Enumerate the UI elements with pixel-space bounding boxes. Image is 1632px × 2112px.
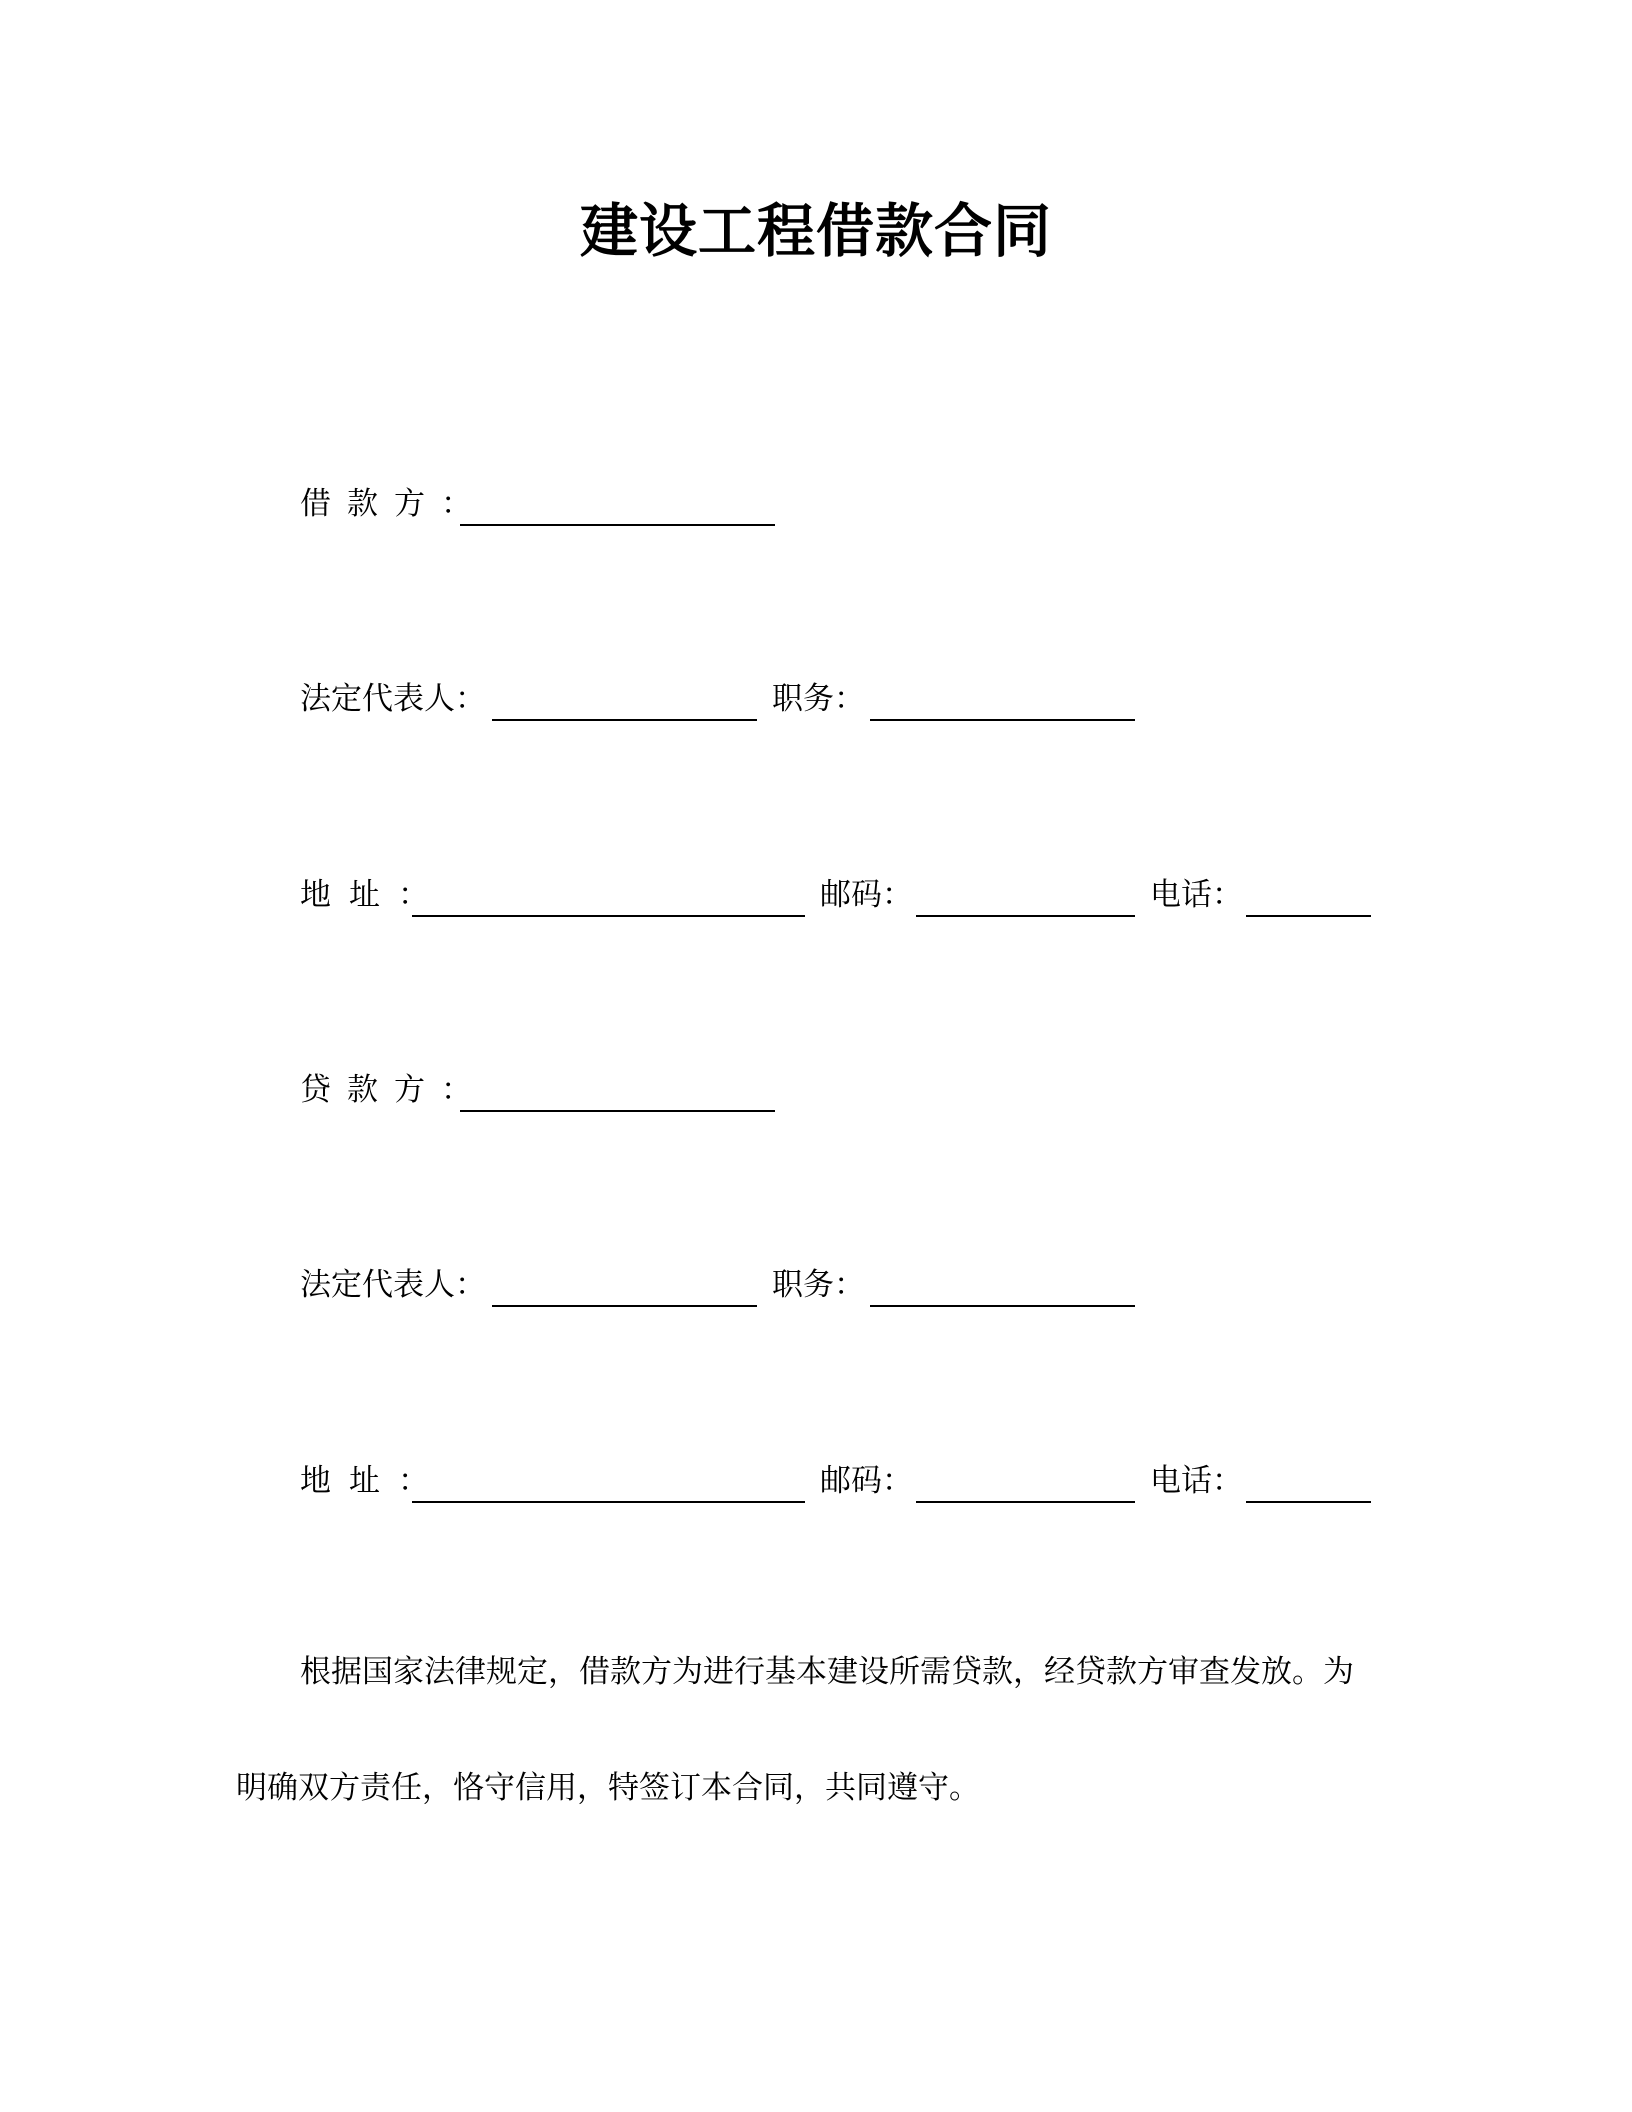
borrower-rep-row (0, 677, 1632, 737)
borrower-address-row (0, 873, 1632, 933)
lender-rep-row (0, 1263, 1632, 1323)
intro-paragraph-line-1: 根据国家法律规定，借款方为进行基本建设所需贷款，经贷款方审查发放。为 (300, 1654, 1354, 1690)
borrower-position-label: 职务： (772, 681, 865, 717)
document-title: 建设工程借款合同 (579, 197, 1052, 265)
lender-party-label: 贷款方： (300, 1072, 488, 1108)
lender-position-label: 职务： (772, 1267, 865, 1303)
borrower-phone-blank[interactable] (1246, 915, 1371, 917)
lender-phone-blank[interactable] (1246, 1501, 1371, 1503)
lender-position-blank[interactable] (870, 1305, 1135, 1307)
borrower-rep-label: 法定代表人： (300, 681, 486, 717)
lender-postcode-label: 邮码： (820, 1463, 913, 1499)
lender-party-row (0, 1068, 1632, 1128)
lender-address-blank[interactable] (412, 1501, 805, 1503)
borrower-postcode-label: 邮码： (820, 877, 913, 913)
borrower-address-label: 地址： (300, 877, 447, 913)
lender-party-blank[interactable] (460, 1110, 775, 1112)
lender-address-row (0, 1459, 1632, 1519)
borrower-party-label: 借款方： (300, 486, 488, 522)
lender-address-label: 地址： (300, 1463, 447, 1499)
borrower-postcode-blank[interactable] (916, 915, 1135, 917)
borrower-address-blank[interactable] (412, 915, 805, 917)
borrower-party-row (0, 482, 1632, 542)
borrower-party-blank[interactable] (460, 524, 775, 526)
borrower-phone-label: 电话： (1150, 877, 1243, 913)
lender-rep-label: 法定代表人： (300, 1267, 486, 1303)
borrower-position-blank[interactable] (870, 719, 1135, 721)
lender-rep-blank[interactable] (492, 1305, 757, 1307)
lender-phone-label: 电话： (1150, 1463, 1243, 1499)
intro-paragraph-line-2: 明确双方责任，恪守信用，特签订本合同，共同遵守。 (236, 1770, 980, 1806)
lender-postcode-blank[interactable] (916, 1501, 1135, 1503)
borrower-rep-blank[interactable] (492, 719, 757, 721)
